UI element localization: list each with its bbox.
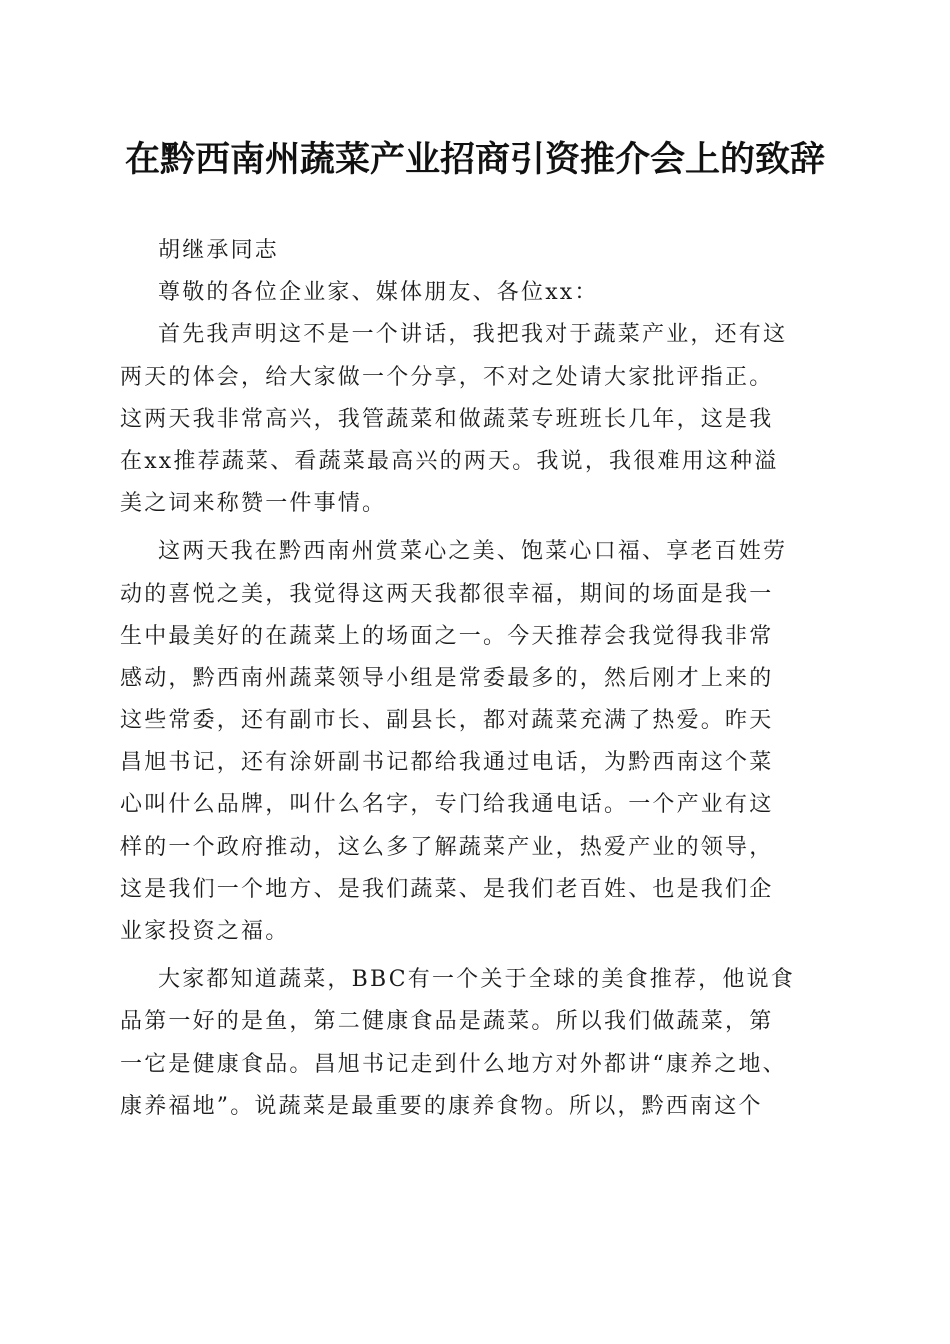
paragraph-line: 在xx推荐蔬菜、看蔬菜最高兴的两天。我说，我很难用这种溢	[120, 448, 779, 474]
paragraph-line: 这是我们一个地方、是我们蔬菜、是我们老百姓、也是我们企	[120, 876, 774, 902]
document-body	[120, 230, 832, 1128]
paragraph-line: 样的一个政府推动，这么多了解蔬菜产业，热爱产业的领导，	[120, 834, 774, 860]
paragraph-line: 一它是健康食品。昌旭书记走到什么地方对外都讲“康养之地、	[120, 1051, 787, 1077]
paragraph-line: 心叫什么品牌，叫什么名字，专门给我通电话。一个产业有这	[120, 792, 774, 818]
paragraph-line: 昌旭书记，还有涂妍副书记都给我通过电话，为黔西南这个菜	[120, 750, 774, 776]
paragraph-line: 生中最美好的在蔬菜上的场面之一。今天推荐会我觉得我非常	[120, 623, 774, 649]
paragraph-line: 康养福地”。说蔬菜是最重要的康养食物。所以，黔西南这个	[120, 1093, 763, 1119]
paragraph-line: 感动，黔西南州蔬菜领导小组是常委最多的，然后刚才上来的	[120, 665, 774, 691]
document-title: 在黔西南州蔬菜产业招商引资推介会上的致辞	[124, 139, 825, 180]
author-line: 胡继承同志	[158, 238, 280, 263]
paragraph-line: 品第一好的是鱼，第二健康食品是蔬菜。所以我们做蔬菜，第	[120, 1009, 774, 1035]
paragraph-line: 首先我声明这不是一个讲话，我把我对于蔬菜产业，还有这	[158, 322, 788, 348]
paragraph-line: 动的喜悦之美，我觉得这两天我都很幸福，期间的场面是我一	[120, 581, 774, 607]
paragraph-line: 这些常委，还有副市长、副县长，都对蔬菜充满了热爱。昨天	[120, 708, 774, 734]
paragraph-line: 两天的体会，给大家做一个分享，不对之处请大家批评指正。	[120, 364, 774, 390]
paragraph-line: 美之词来称赞一件事情。	[120, 491, 387, 517]
salutation-line: 尊敬的各位企业家、媒体朋友、各位xx：	[158, 280, 599, 306]
paragraph-line: 这两天我非常高兴，我管蔬菜和做蔬菜专班班长几年，这是我	[120, 406, 774, 432]
paragraph-line: 这两天我在黔西南州赏菜心之美、饱菜心口福、享老百姓劳	[158, 539, 788, 565]
paragraph-line: 业家投资之福。	[120, 919, 290, 944]
paragraph-line: 大家都知道蔬菜，BBC有一个关于全球的美食推荐，他说食	[158, 967, 795, 993]
